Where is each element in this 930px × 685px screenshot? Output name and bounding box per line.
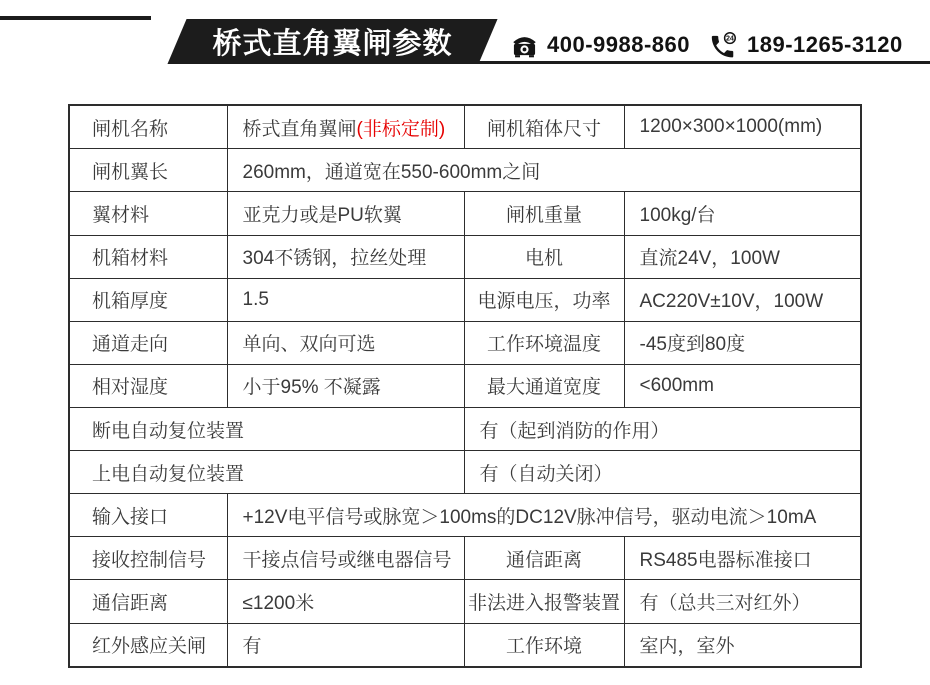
cell-text: 闸机翼长: [92, 161, 169, 183]
badge-24-label: 24: [725, 34, 734, 43]
cell-text: 闸机箱体尺寸: [486, 118, 601, 140]
cell-text: 1.5: [242, 288, 269, 310]
spec-label-cell: [464, 192, 624, 235]
cell-text: 室内，室外: [639, 636, 735, 658]
spec-label-cell: [464, 364, 624, 407]
spec-value-cell: [624, 278, 861, 321]
hotline-number: 400-9988-860: [547, 32, 691, 57]
cell-text: 有（自动关闭）: [479, 463, 613, 485]
cell-text: 机箱厚度: [92, 291, 169, 313]
spec-label-cell: [69, 537, 227, 580]
spec-label-cell: [69, 192, 227, 235]
spec-label-cell: [464, 105, 624, 149]
spec-value-cell: [227, 192, 464, 235]
header-left-rule: [0, 16, 151, 20]
cell-text: 1200×300×1000(mm): [639, 116, 823, 138]
cell-text: 通信距离: [505, 549, 582, 571]
cell-text: 翼材料: [92, 205, 150, 227]
cell-text: 桥式直角翼闸: [242, 118, 357, 140]
spec-label-cell: [464, 623, 624, 667]
cell-text: 电机: [524, 248, 563, 270]
table-row: [69, 105, 861, 149]
spec-value-cell: [227, 105, 464, 149]
spec-label-cell: [69, 364, 227, 407]
spec-value-cell: [624, 105, 861, 149]
cell-text: 有（总共三对红外）: [639, 593, 811, 615]
cell-text: 闸机重量: [505, 205, 582, 227]
table-row: [69, 364, 861, 407]
cell-text: 260mm，通道宽在550-600mm之间: [242, 161, 541, 183]
cell-text: 干接点信号或继电器信号: [242, 549, 452, 571]
spec-label-cell: [69, 149, 227, 192]
spec-value-cell: [227, 149, 861, 192]
cell-text: 直流24V，100W: [639, 248, 780, 270]
phone-24h-icon: [708, 31, 738, 59]
cell-text: 工作环境: [505, 636, 582, 658]
cell-text: 电源电压，功率: [477, 291, 611, 313]
spec-table: [68, 104, 862, 668]
spec-label-cell: [69, 623, 227, 667]
spec-value-cell: [624, 192, 861, 235]
table-row: [69, 321, 861, 364]
cell-text: 有: [242, 636, 262, 658]
desk-phone-icon: [511, 33, 538, 58]
mobile-number: 189-1265-3120: [747, 32, 903, 57]
page-title: 桥式直角翼闸参数: [212, 28, 453, 60]
cell-text: 机箱材料: [92, 248, 169, 270]
spec-value-cell: [624, 580, 861, 623]
spec-label-cell: [69, 494, 227, 537]
cell-text: 304不锈钢，拉丝处理: [242, 248, 427, 270]
spec-value-cell: [624, 235, 861, 278]
spec-value-cell: [624, 623, 861, 667]
spec-value-cell: [227, 580, 464, 623]
cell-text: <600mm: [639, 374, 714, 396]
spec-value-cell: [227, 623, 464, 667]
cell-text: 单向、双向可选: [242, 334, 376, 356]
table-row: [69, 623, 861, 667]
cell-text: 非法进入报警装置: [467, 593, 620, 615]
spec-label-cell: [69, 105, 227, 149]
cell-text: 闸机名称: [92, 118, 169, 140]
spec-label-cell: [69, 321, 227, 364]
table-row: [69, 235, 861, 278]
spec-value-cell: [464, 408, 861, 451]
table-row: [69, 192, 861, 235]
spec-value-cell: [464, 451, 861, 494]
cell-text: 相对湿度: [92, 377, 169, 399]
contact-phones: [511, 26, 903, 64]
cell-text: 接收控制信号: [92, 549, 207, 571]
cell-text: 断电自动复位装置: [92, 420, 245, 442]
spec-label-cell: [69, 278, 227, 321]
spec-table-body: [69, 105, 861, 667]
cell-text: 亚克力或是PU软翼: [242, 205, 402, 227]
cell-text: 100kg/台: [639, 205, 716, 227]
cell-text: +12V电平信号或脉宽＞100ms的DC12V脉冲信号，驱动电流＞10mA: [242, 506, 817, 528]
spec-label-cell: [464, 321, 624, 364]
spec-value-cell: [624, 321, 861, 364]
table-row: [69, 494, 861, 537]
cell-text: 上电自动复位装置: [92, 463, 245, 485]
table-row: [69, 149, 861, 192]
spec-value-cell: [624, 364, 861, 407]
cell-text: 工作环境温度: [486, 334, 601, 356]
nonstandard-custom-note: (非标定制): [356, 118, 446, 140]
cell-text: 有（起到消防的作用）: [479, 420, 670, 442]
cell-text: 通信距离: [92, 593, 169, 615]
spec-value-cell: [227, 364, 464, 407]
spec-label-cell: [69, 235, 227, 278]
spec-label-cell: [464, 278, 624, 321]
header-right-rule: [472, 61, 930, 64]
table-row: [69, 278, 861, 321]
spec-label-cell: [69, 408, 464, 451]
table-row: [69, 537, 861, 580]
cell-text: RS485电器标准接口: [639, 549, 812, 571]
cell-text: ≤1200米: [242, 593, 315, 615]
table-row: [69, 451, 861, 494]
cell-text: 最大通道宽度: [486, 377, 601, 399]
cell-text: 小于95% 不凝露: [242, 377, 381, 399]
cell-text: -45度到80度: [639, 334, 746, 356]
table-row: [69, 580, 861, 623]
cell-text: 输入接口: [92, 506, 169, 528]
cell-text: 红外感应关闸: [92, 636, 207, 658]
spec-value-cell: [227, 278, 464, 321]
spec-value-cell: [624, 537, 861, 580]
spec-value-cell: [227, 235, 464, 278]
spec-label-cell: [464, 537, 624, 580]
spec-value-cell: [227, 321, 464, 364]
cell-text: 通道走向: [92, 334, 169, 356]
spec-value-cell: [227, 537, 464, 580]
table-row: [69, 408, 861, 451]
spec-label-cell: [464, 235, 624, 278]
spec-value-cell: [227, 494, 861, 537]
cell-text: AC220V±10V，100W: [639, 291, 824, 313]
spec-label-cell: [69, 451, 464, 494]
spec-label-cell: [464, 580, 624, 623]
spec-label-cell: [69, 580, 227, 623]
